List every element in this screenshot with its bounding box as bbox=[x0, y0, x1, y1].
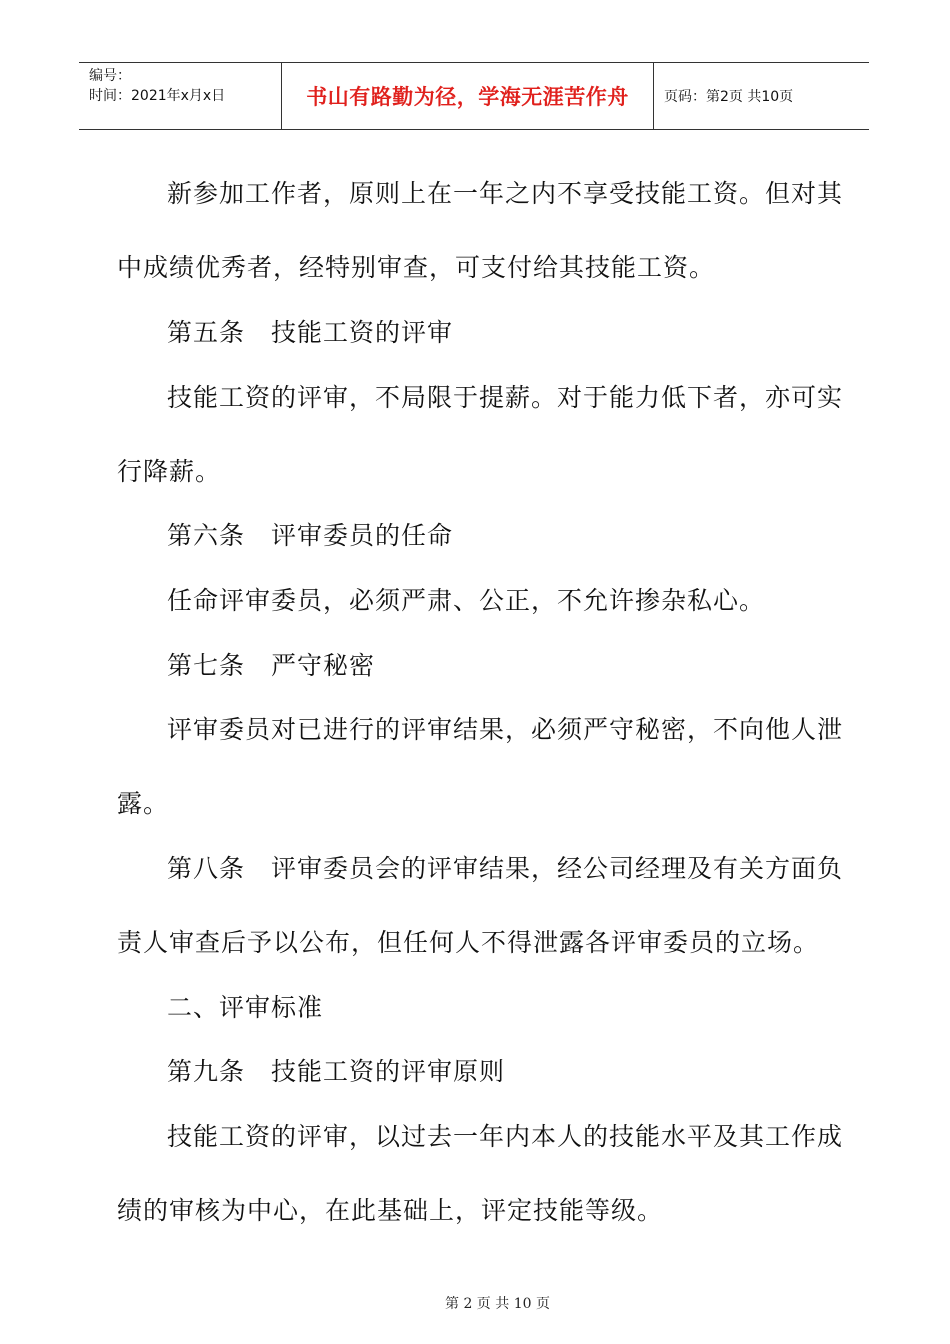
body-line: 任命评审委员，必须严肃、公正，不允许掺杂私心。 bbox=[167, 586, 766, 615]
body-line: 评审委员对已进行的评审结果，必须严守秘密，不向他人泄 bbox=[167, 715, 844, 744]
header-page-info-cell bbox=[654, 63, 869, 129]
document-time-label: 时间：2021年x月x日 bbox=[89, 88, 226, 104]
body-line: 中成绩优秀者，经特别审查，可支付给其技能工资。 bbox=[117, 253, 716, 282]
body-line: 绩的审核为中心，在此基础上，评定技能等级。 bbox=[117, 1196, 664, 1225]
body-line: 行降薪。 bbox=[117, 457, 222, 486]
page-header bbox=[79, 62, 869, 130]
body-line: 新参加工作者，原则上在一年之内不享受技能工资。但对其 bbox=[167, 179, 844, 208]
body-line: 技能工资的评审，以过去一年内本人的技能水平及其工作成 bbox=[167, 1122, 844, 1151]
body-line: 责人审查后予以公布，但任何人不得泄露各评审委员的立场。 bbox=[117, 928, 820, 957]
page-footer bbox=[0, 1293, 950, 1313]
body-line: 技能工资的评审，不局限于提薪。对于能力低下者，亦可实 bbox=[167, 383, 844, 412]
document-number-label: 编号： bbox=[89, 68, 131, 84]
footer-page-number: 第 2 页 共 10 页 bbox=[445, 1296, 550, 1312]
body-line: 露。 bbox=[117, 789, 170, 818]
section-heading-article-6: 第六条 评审委员的任命 bbox=[167, 521, 454, 550]
section-heading-article-5: 第五条 技能工资的评审 bbox=[167, 318, 454, 347]
header-motto: 书山有路勤为径，学海无涯苦作舟 bbox=[306, 85, 629, 109]
header-page-info: 页码：第2页 共10页 bbox=[664, 89, 794, 105]
section-heading-article-7: 第七条 严守秘密 bbox=[167, 651, 376, 680]
header-motto-cell bbox=[281, 63, 654, 129]
header-meta bbox=[79, 63, 281, 129]
section-heading-article-8: 第八条 评审委员会的评审结果，经公司经理及有关方面负 bbox=[167, 854, 844, 883]
section-heading-article-9: 第九条 技能工资的评审原则 bbox=[167, 1057, 506, 1086]
section-heading-criteria: 二、评审标准 bbox=[167, 993, 324, 1022]
